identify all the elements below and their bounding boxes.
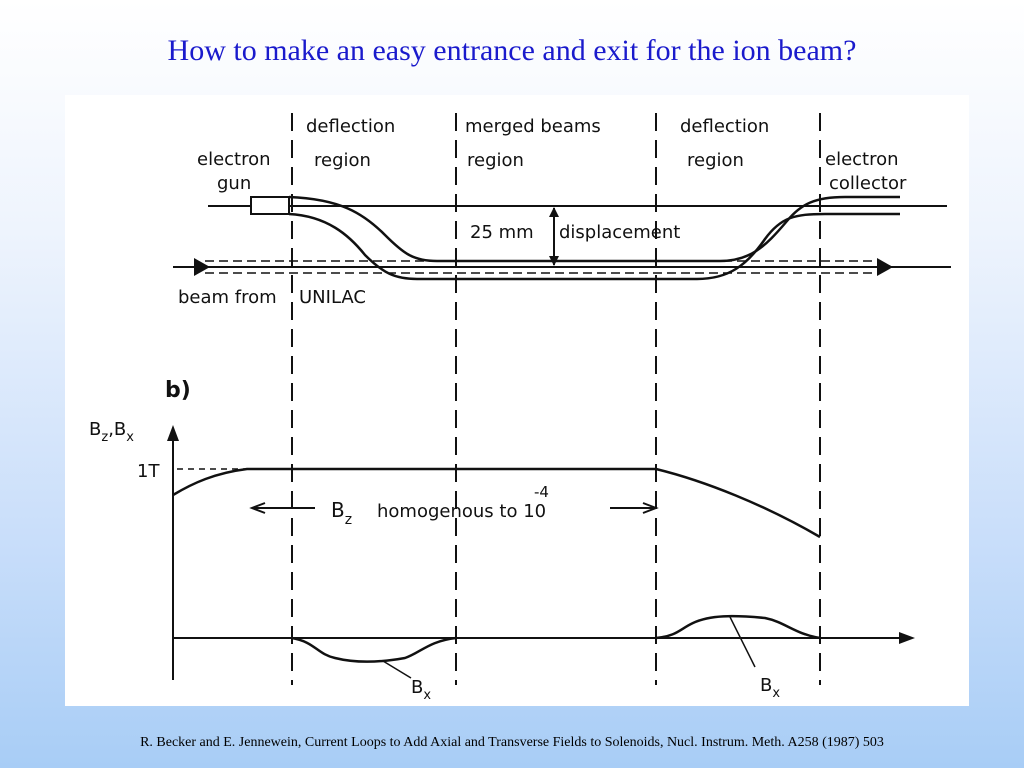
label-electron-gun-2: gun [217, 173, 252, 194]
tick-label-1t: 1T [137, 461, 160, 482]
label-deflection-right-2: region [687, 150, 744, 171]
bx-curve-left [292, 638, 456, 662]
label-deflection-left-1: deflection [306, 116, 396, 137]
merged-beams-diagram [65, 95, 969, 706]
label-homogenous: homogenous to 10 [377, 501, 547, 522]
label-exponent: -4 [534, 483, 549, 501]
axis-label-bz-bx: $B_z,B_x$ [89, 419, 134, 445]
label-displacement: displacement [559, 222, 681, 243]
label-merged-1: merged beams [465, 116, 601, 137]
label-electron-collector-1: electron [825, 149, 899, 170]
label-beam-from: beam from [178, 287, 277, 308]
bx-curve-right [656, 616, 820, 638]
label-merged-2: region [467, 150, 524, 171]
label-unilac: UNILAC [299, 287, 366, 308]
label-electron-collector-2: collector [829, 173, 907, 194]
label-bx-right: $B_x$ [760, 675, 781, 701]
label-25mm: 25 mm [470, 222, 534, 243]
electron-gun [251, 197, 289, 214]
panel-label-b: b) [165, 378, 191, 403]
figure-panel [65, 95, 969, 706]
label-deflection-right-1: deflection [680, 116, 770, 137]
bx-right-pointer [730, 617, 755, 667]
label-bz: $B_z$ [331, 498, 353, 528]
beam-exit-arrow [877, 258, 893, 276]
bx-left-pointer [383, 661, 411, 678]
label-deflection-left-2: region [314, 150, 371, 171]
label-electron-gun-1: electron [197, 149, 271, 170]
citation: R. Becker and E. Jennewein, Current Loops to Add Axial and Transverse Fields to Solenoids, Nucl. Instrum. Meth. A258 (1987) 503 [140, 735, 884, 750]
field-axis-horizontal-arrow [899, 632, 915, 644]
label-bx-left: $B_x$ [411, 677, 432, 703]
field-axis-arrow [167, 425, 179, 441]
displacement-arrow-head-top [549, 207, 559, 217]
slide-title: How to make an easy entrance and exit for the ion beam? [167, 34, 857, 67]
